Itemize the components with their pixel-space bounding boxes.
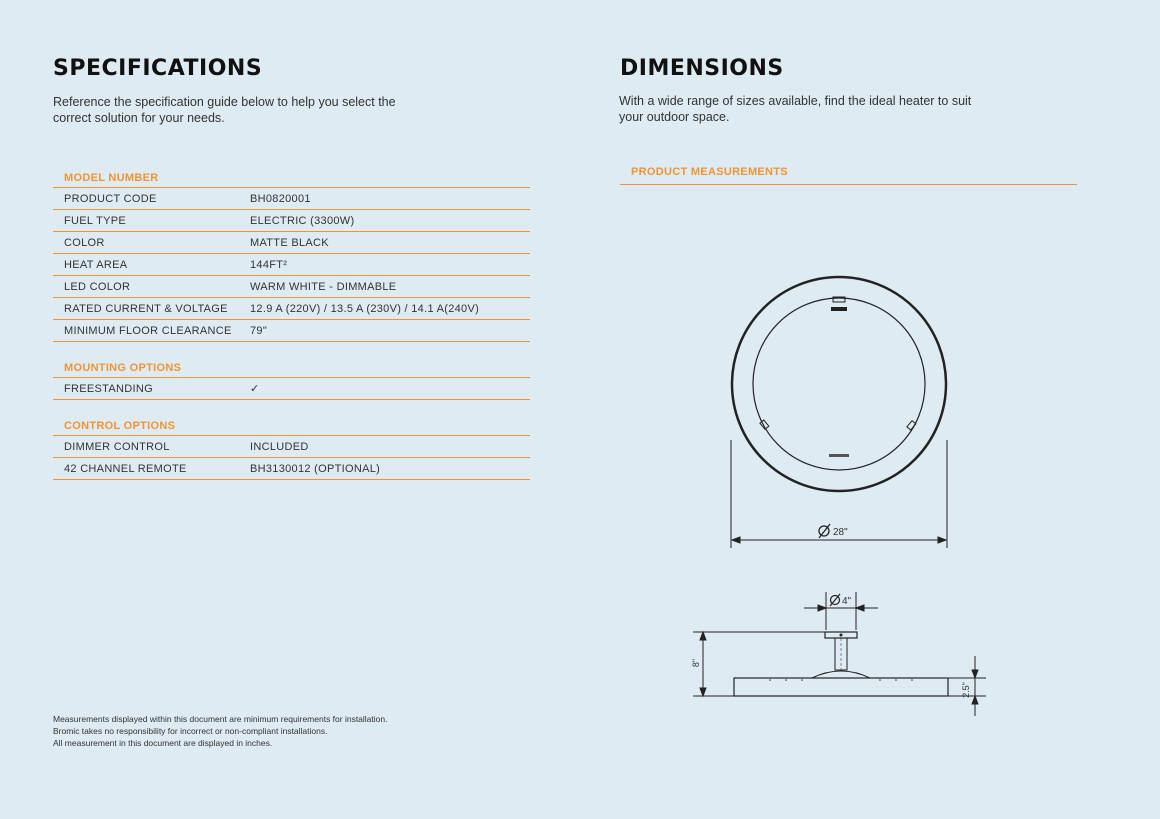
spec-label: 42 CHANNEL REMOTE (64, 462, 187, 475)
arrow-right (938, 537, 946, 543)
spec-value: 12.9 A (220V) / 13.5 A (230V) / 14.1 A(240V) (250, 302, 480, 315)
thickness-label: 2.5" (961, 682, 971, 698)
arrow-top (972, 670, 978, 678)
dimensions-title: DIMENSIONS (620, 56, 784, 81)
mount-screw (840, 634, 843, 637)
right-clip (907, 421, 916, 430)
footnote-line-1: Measurements displayed within this document are minimum requirements for installation. (53, 714, 388, 724)
pole-diameter-label: 4" (842, 596, 852, 607)
top-logo (831, 307, 847, 311)
spec-label: MINIMUM FLOOR CLEARANCE (64, 324, 232, 337)
arrow-left (818, 605, 826, 611)
spec-label: DIMMER CONTROL (64, 440, 170, 453)
bottom-logo (829, 454, 849, 457)
spec-value: ELECTRIC (3300W) (250, 214, 355, 227)
vents (769, 679, 913, 681)
side-view-drawing (734, 632, 948, 696)
specifications-intro-line-2: correct solution for your needs. (53, 111, 225, 125)
spec-label: COLOR (64, 236, 105, 249)
spec-label: HEAT AREA (64, 258, 128, 271)
spec-value: BH0820001 (250, 192, 311, 205)
footnote-line-2: Bromic takes no responsibility for incorrect or non-compliant installations. (53, 726, 328, 736)
specifications-intro-line-1: Reference the specification guide below to help you select the (53, 95, 396, 109)
spec-value: INCLUDED (250, 440, 309, 453)
top-view-drawing (732, 277, 946, 491)
arrow-left (732, 537, 740, 543)
spec-value: BH3130012 (OPTIONAL) (250, 462, 381, 475)
arrow-top (700, 632, 706, 640)
specifications-title: SPECIFICATIONS (53, 56, 263, 81)
section-heading-control-options: CONTROL OPTIONS (53, 416, 530, 436)
section-heading-model-number: MODEL NUMBER (53, 168, 530, 188)
pole-diameter-icon (830, 594, 840, 606)
footnote-line-3: All measurement in this document are displayed in inches. (53, 738, 273, 748)
arrow-bottom (972, 696, 978, 704)
height-dimension (693, 632, 825, 696)
heater-body (734, 678, 948, 696)
dome (812, 671, 870, 678)
spec-label: FUEL TYPE (64, 214, 126, 227)
spec-value: MATTE BLACK (250, 236, 329, 249)
section-heading-mounting-options: MOUNTING OPTIONS (53, 358, 530, 378)
spec-value: WARM WHITE - DIMMABLE (250, 280, 397, 293)
spec-label: LED COLOR (64, 280, 131, 293)
section-heading-product-measurements: PRODUCT MEASUREMENTS (620, 166, 1077, 185)
check-icon: ✓ (250, 383, 260, 395)
arrow-right (856, 605, 864, 611)
arrow-bottom (700, 688, 706, 696)
spec-value: 144FT² (250, 258, 288, 271)
diameter-icon (819, 524, 830, 538)
dimensions-intro-line-2: your outdoor space. (619, 110, 730, 124)
spec-label: PRODUCT CODE (64, 192, 157, 205)
dimensions-intro-line-1: With a wide range of sizes available, find the ideal heater to suit (619, 94, 972, 108)
spec-label: FREESTANDING (64, 382, 153, 395)
spec-label: RATED CURRENT & VOLTAGE (64, 302, 228, 315)
diameter-label: 28" (833, 527, 848, 538)
spec-value: 79" (250, 324, 268, 337)
height-label: 8" (691, 658, 701, 668)
pole-diameter-dimension (804, 592, 878, 630)
inner-ring (753, 298, 925, 470)
